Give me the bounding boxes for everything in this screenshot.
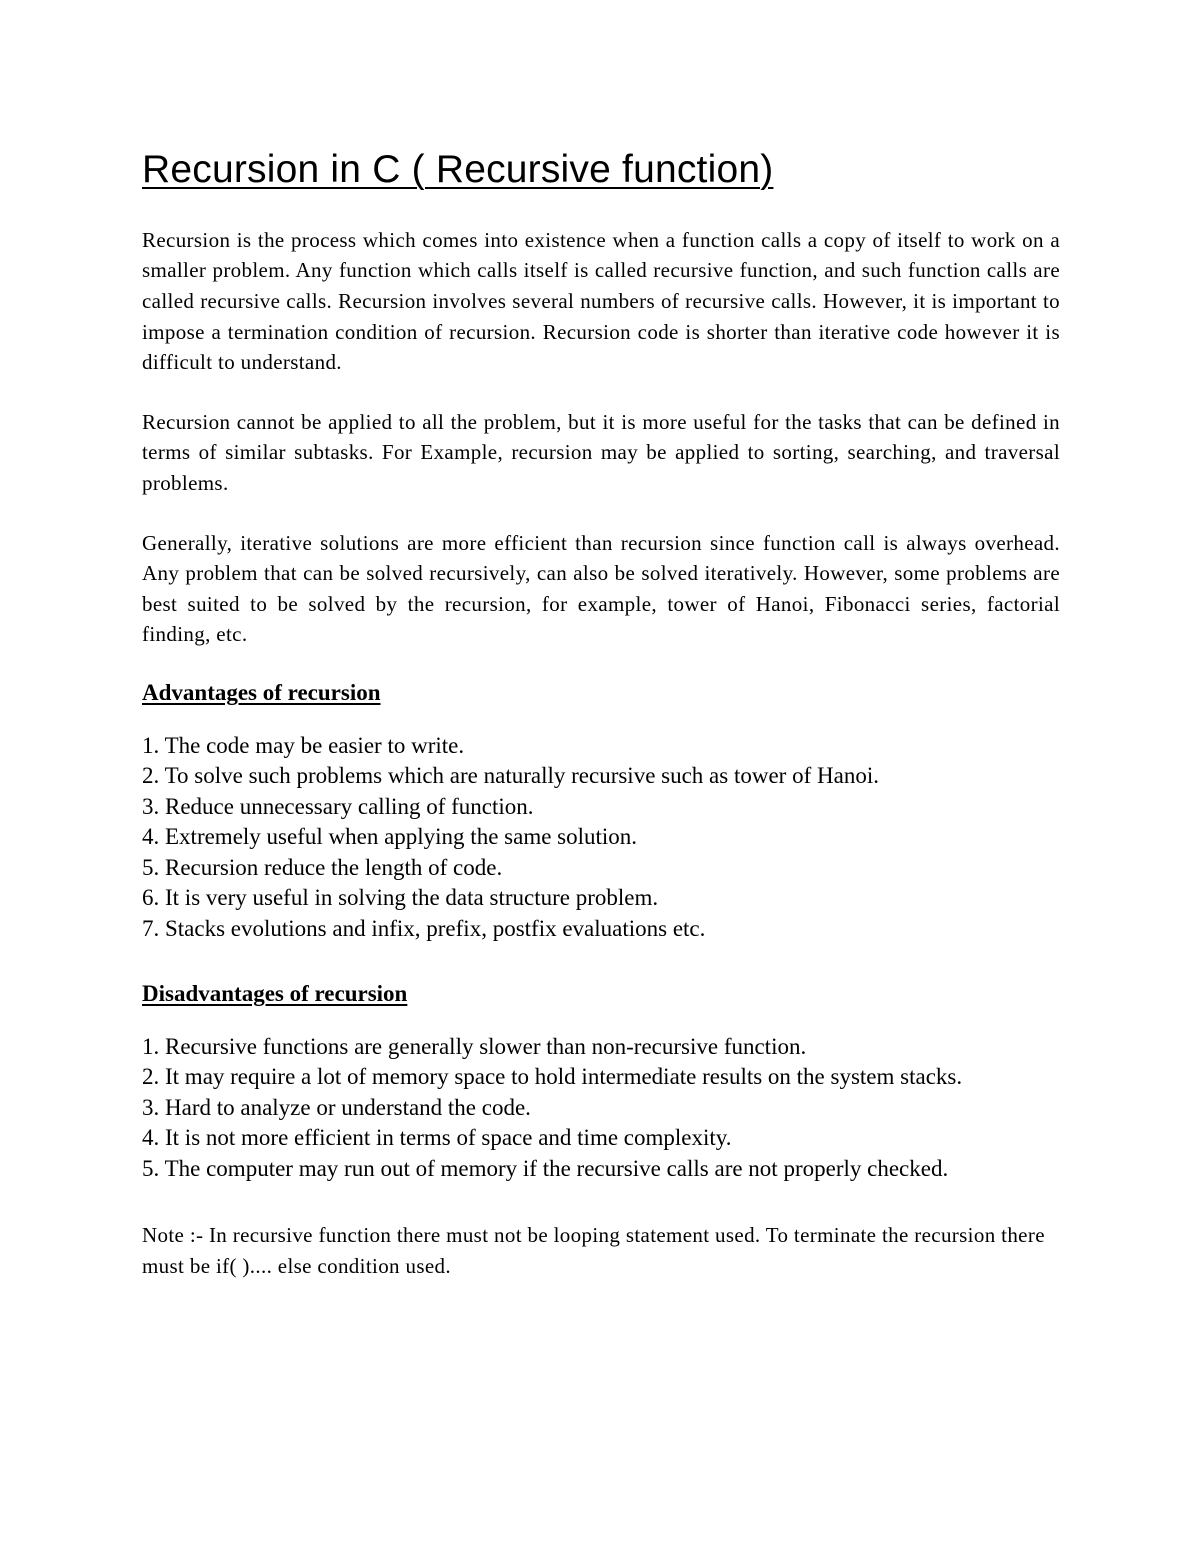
- list-item: 2. To solve such problems which are naturally recursive such as tower of Hanoi.: [142, 763, 879, 789]
- page-title: Recursion in C ( Recursive function): [142, 148, 774, 191]
- list-item: 7. Stacks evolutions and infix, prefix, postfix evaluations etc.: [142, 915, 706, 941]
- list-item: 4. It is not more efficient in terms of space and time complexity.: [142, 1125, 732, 1151]
- advantages-list: [142, 731, 1060, 945]
- list-item: 3. Reduce unnecessary calling of function.: [142, 793, 534, 819]
- list-item: 1. Recursive functions are generally slower than non-recursive function.: [142, 1033, 807, 1059]
- efficiency-paragraph: Generally, iterative solutions are more efficient than recursion since function call is always overhead. Any problem that can be solved recursively, can also be solved iteratively. However, some problems are best suited to be solved by the recursion, for example, tower of Hanoi, Fibonacci series, factorial finding, etc.: [142, 530, 1060, 647]
- list-item: 3. Hard to analyze or understand the code.: [142, 1094, 531, 1120]
- list-item: 5. Recursion reduce the length of code.: [142, 854, 503, 880]
- list-item: 2. It may require a lot of memory space to hold intermediate results on the system stacks.: [142, 1064, 963, 1090]
- advantages-heading: Advantages of recursion: [142, 679, 381, 705]
- note-paragraph: Note :- In recursive function there must not be looping statement used. To terminate the recursion there must be if( ).... else condition used.: [142, 1223, 1045, 1278]
- applicability-paragraph: Recursion cannot be applied to all the problem, but it is more useful for the tasks that can be defined in terms of similar subtasks. For Example, recursion may be applied to sorting, searching, and traversal problems.: [142, 409, 1060, 495]
- list-item: 4. Extremely useful when applying the same solution.: [142, 824, 638, 850]
- disadvantages-heading: Disadvantages of recursion: [142, 981, 408, 1007]
- list-item: 6. It is very useful in solving the data structure problem.: [142, 885, 659, 911]
- intro-paragraph: Recursion is the process which comes into existence when a function calls a copy of itself to work on a smaller problem. Any function which calls itself is called recursive function, and such function calls are called recursive calls. Recursion involves several numbers of recursive calls. However, it is important to impose a termination condition of recursion. Recursion code is shorter than iterative code however it is difficult to understand.: [142, 227, 1060, 375]
- document-page: [142, 148, 1060, 1281]
- disadvantages-list: [142, 1032, 1060, 1185]
- list-item: 5. The computer may run out of memory if the recursive calls are not properly checked.: [142, 1155, 949, 1181]
- list-item: 1. The code may be easier to write.: [142, 732, 465, 758]
